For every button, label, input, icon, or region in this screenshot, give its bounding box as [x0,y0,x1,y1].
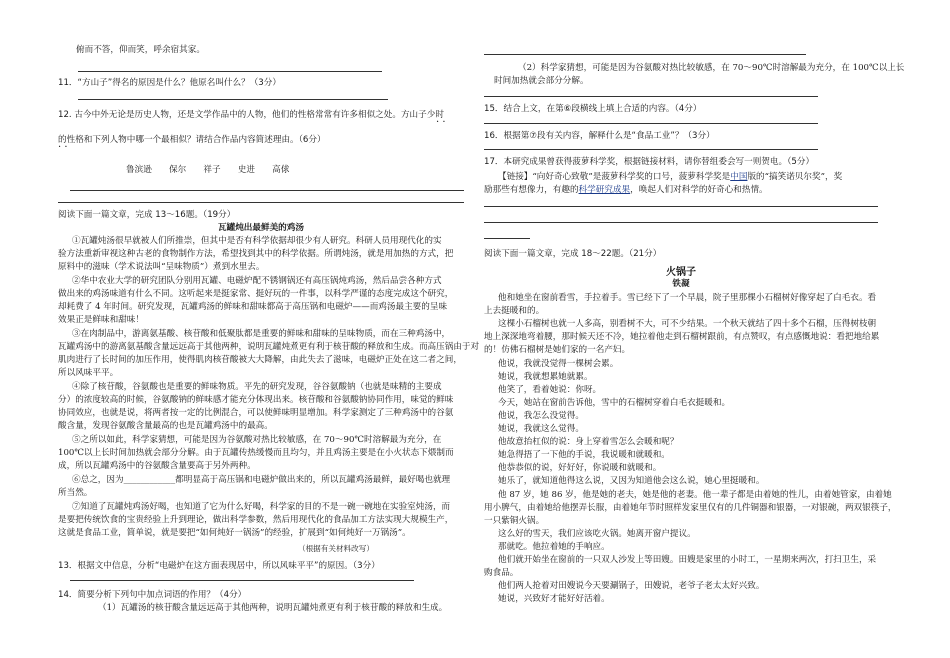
hyperlink-china[interactable]: 中国 [730,172,748,182]
link-text: ，唤起人们对科学的好奇心和热情。 [630,185,768,195]
para7-line3: 这就是食品工业，简单说，就是要把“如何炖好一锅汤”的经验，扩展到“如何炖好一万锅汤”。 [58,528,411,538]
question-14-item2-line2: 时间加热就会部分分解。 [494,76,589,86]
character-choices: 鲁滨逊 保尔 祥子 史进 高俅 [126,165,290,175]
story-line: 她急得捂了一下他的手说，我说暖和就暖和。 [498,450,670,461]
story-line: 她乐了，就知道他得这么说，又因为知道他会这么说，她心里挺暖和。 [498,476,765,487]
para6-line1: ⑥总之，因为____________都明显高于高压锅和电磁炉做出来的，所以瓦罐鸡汤最鲜，最好喝也就理 [72,475,451,485]
story-line: 用小脾气，由着她给他摆弄长服，由着她年节时照样发家里仅有的几件铜器和银器，一对银碗，两双银筷子， [484,502,897,513]
story-line: 他笑了，看着她说：你呀。 [498,384,602,395]
para1-line2: 验方法重新审视这种古老的食物制作方法，希望找到其中的科学依据。所谓炖汤，就是用加热的方式，把 [58,249,454,259]
story-line: 她说，兴致好才能好好活着。 [498,594,610,605]
question-16: 16．根据第⑦段有关内容，解释什么是“食品工业”？（3分） [484,131,715,141]
reading-intro: 阅读下面一篇文章，完成 13～16题。（19分） [58,210,236,220]
para3-line4: 所以风味平平。 [58,368,119,378]
para6-line2: 所当然。 [58,488,93,498]
section-divider [58,202,464,203]
answer-line [70,580,414,581]
para7-line1: ⑦知道了瓦罐炖鸡汤好喝，也知道了它为什么好喝，科学家的目的不是一碗一碗地在实验室炖汤，而 [72,502,451,512]
para5-line3: 成，所以瓦罐鸡汤中的谷氨酸含量要高于另外两种。 [58,461,256,471]
para2-line4: 效果正是鲜味和甜味！ [58,315,144,325]
question-13: 13．根据文中信息，分析“电磁炉在这方面表现居中，所以风味平平”的原因。（3分） [58,561,380,571]
answer-line [78,99,388,100]
answer-line [78,71,382,72]
hyperlink-research[interactable]: 科学研究成果 [578,185,631,195]
emphasis-dots: · · [436,117,446,128]
answer-line [70,190,464,191]
story-line: 地上深深地弯着腰，那时候天还不冷，她拉着他走到石榴树跟前，有点赞叹，有点感慨地说：看把地给累 [484,332,880,343]
question-12-line1: 12. 古今中外无论是历史人物，还是文学作品中的人物，他们的性格常常有许多相似之处。方山子少时 [58,110,444,120]
answer-line [484,149,818,150]
question-15: 15．结合上文，在第⑥段横线上填上合适的内容。（4分） [484,104,702,114]
answer-line [484,123,818,124]
question-14: 14．简要分析下列句中加点词语的作用？（4分） [58,590,247,600]
story-line: 他们就开始坐在窗前的一只双人沙发上等田嫂。田嫂是家里的小时工，一星期来两次，打扫卫生，采 [498,555,877,565]
story-line: 他们两人抢着对田嫂说今天要涮锅子，田嫂说，老爷子老太太好兴致。 [498,581,765,592]
para3-line2: 瓦罐鸡汤中的游离氨基酸含量远远高于其他两种，说明瓦罐炖煮更有利于核苷酸的释放和生成。而高压锅由于对 [58,342,480,352]
link-text: 版的“搞笑诺贝尔奖”，奖 [747,172,843,182]
para1-line3: 原料中的滋味（学术说法叫“呈味物质”）煮到水里去。 [58,262,265,272]
source-note: （根据有关材料改写） [298,544,374,553]
story-line: 这棵小石榴树也就一人多高，别看树不大，可不少结果。一个秋天就结了四十多个石榴，压得树枝朝 [498,319,877,330]
link-text: 励那些有想像力，有趣的 [484,185,579,195]
para5-line2: 100℃以上长时间加热就会部分分解。由于瓦罐传热缓慢而且均匀，并且鸡汤主要是在小火状态下煨制而 [58,448,454,458]
para4-line3: 协同效应，也就是说，将两者按一定的比例混合，可以使鲜味明显增加。科学家测定了三种鸡汤中的谷氨 [58,408,454,418]
answer-line [484,222,878,223]
link-material-line2 [484,184,768,196]
story-line: 他说，我怎么没觉得。 [498,410,584,421]
story-line: 她说，我就这么觉得。 [498,424,584,434]
article-title: 瓦罐炖出最鲜美的鸡汤 [218,223,304,233]
question-12-line2: 的性格和下列人物中哪一个最相似？请结合作品内容简述理由。（6分） [58,135,326,145]
story-line: 这么好的雪天，我们应该吃火锅。她离开窗户提议。 [498,528,696,539]
story-line: 一只紫铜火锅。 [484,515,545,526]
link-material-line1 [498,171,842,183]
emphasis-dots: · · [58,142,68,153]
story-line: 今天，她站在窗前告诉他，雪中的石榴树穿着白毛衣挺暖和。 [498,397,731,408]
answer-line [484,206,878,207]
para2-line1: ②华中农业大学的研究团队分别用瓦罐、电磁炉配不锈钢锅还有高压锅炖鸡汤，然后品尝各种方式 [72,276,442,286]
answer-line [484,54,806,55]
question-14-item1: （1）瓦罐汤的核苷酸含量远远高于其他两种，说明瓦罐炖煮更有利于核苷酸的释放和生成。 [98,603,448,613]
story-line: 上去挺暖和的。 [484,306,545,317]
question-11: 11．“方山子”得名的原因是什么？他原名叫什么？（3分） [58,78,281,88]
para4-line2: 分）的浓度较高的时候，谷氨酸钠的鲜味感才能充分体现出来。核苷酸和谷氨酸钠协同作用，味觉的鲜味 [58,395,454,405]
para4-line4: 酸含量，发现谷氨酸含量最高的也是瓦罐鸡汤中的最高。 [58,421,273,431]
story-line: 他故意抬杠似的说：身上穿着雪怎么会暖和呢？ [498,437,679,448]
story-line: 他 87 岁，她 86 岁，他是她的老夫，她是他的老妻。他一辈子都是由着她的性儿，由着她管家，由着她 [498,489,892,500]
para5-line1: ⑤之所以如此，科学家猜想，可能是因为谷氨酸对热比较敏感，在 70～90℃时溶解最为充分，在 [72,435,442,445]
reading2-intro: 阅读下面一篇文章，完成 18～22题。（21分） [484,249,662,259]
para1-line1: ①瓦罐炖汤很早就被人们所推崇，但其中是否有科学依据却很少有人研究。科研人员用现代化的实 [72,236,442,246]
story-title: 火锅子 [666,267,696,278]
story-line: 的！仿佛石榴树是她们家的一名产妇。 [484,345,631,356]
para2-line3: 却耗费了 4 年时间。研究发现，瓦罐鸡汤的鲜味和甜味都高于高压锅和电磁炉——而鸡汤最主要的呈味 [58,302,448,312]
story-line: 他和她坐在窗前看雪，手拉着手。雪已经下了一个早晨，院子里那棵小石榴树好像穿起了白毛衣。看 [498,293,877,303]
question-17: 17．本研究成果曾获得菠萝科学奖，根据链接材料，请你替组委会写一则贺电。（5分） [484,157,815,167]
answer-line [484,96,818,97]
story-line: 那就吃。他拉着她的手响应。 [498,541,610,552]
question-14-item2-line1: （2）科学家猜想，可能是因为谷氨酸对热比较敏感，在 70～90℃时溶解最为充分，在 100℃以上长 [518,63,905,73]
link-text: 【链接】“向好奇心致敬”是菠萝科学奖的口号，菠萝科学奖是 [498,172,731,182]
answer-line-short [484,238,530,239]
story-line: 他说，我就没觉得一棵树会累。 [498,358,619,369]
passage-fragment: 俯而不答，仰而笑，呼余宿其家。 [76,45,205,55]
para4-line1: ④除了核苷酸，谷氨酸也是重要的鲜味物质。平先的研究发现，谷谷氨酸钠（也就是味精的主要成 [72,382,442,392]
story-line: 购食品。 [484,568,519,579]
para2-line2: 做出来的鸡汤味道有什么不同。这听起来是挺家常、挺好玩的一件事，以科学严谨的态度完成这个研究， [58,289,454,299]
story-line: 他恭恭似的说，好好好，你说暖和就暖和。 [498,463,662,474]
story-author: 铁凝 [672,279,690,289]
para3-line3: 肌肉进行了长时间的加压作用，使得肌肉核苷酸被大大降解，由此失去了滋味，电磁炉正处在这二者之间， [58,355,462,365]
story-line: 她说，我就想累她就累。 [498,371,593,382]
para3-line1: ③在肉制品中，游离氨基酸、核苷酸和低聚肽都是重要的鲜味和甜味的呈味物质，而在三种鸡汤中， [72,329,451,339]
para7-line2: 是要把传统饮食的宝贵经验上升到理论，做出科学参数，然后用现代化的食品加工方法实现大规模生产， [58,515,454,525]
